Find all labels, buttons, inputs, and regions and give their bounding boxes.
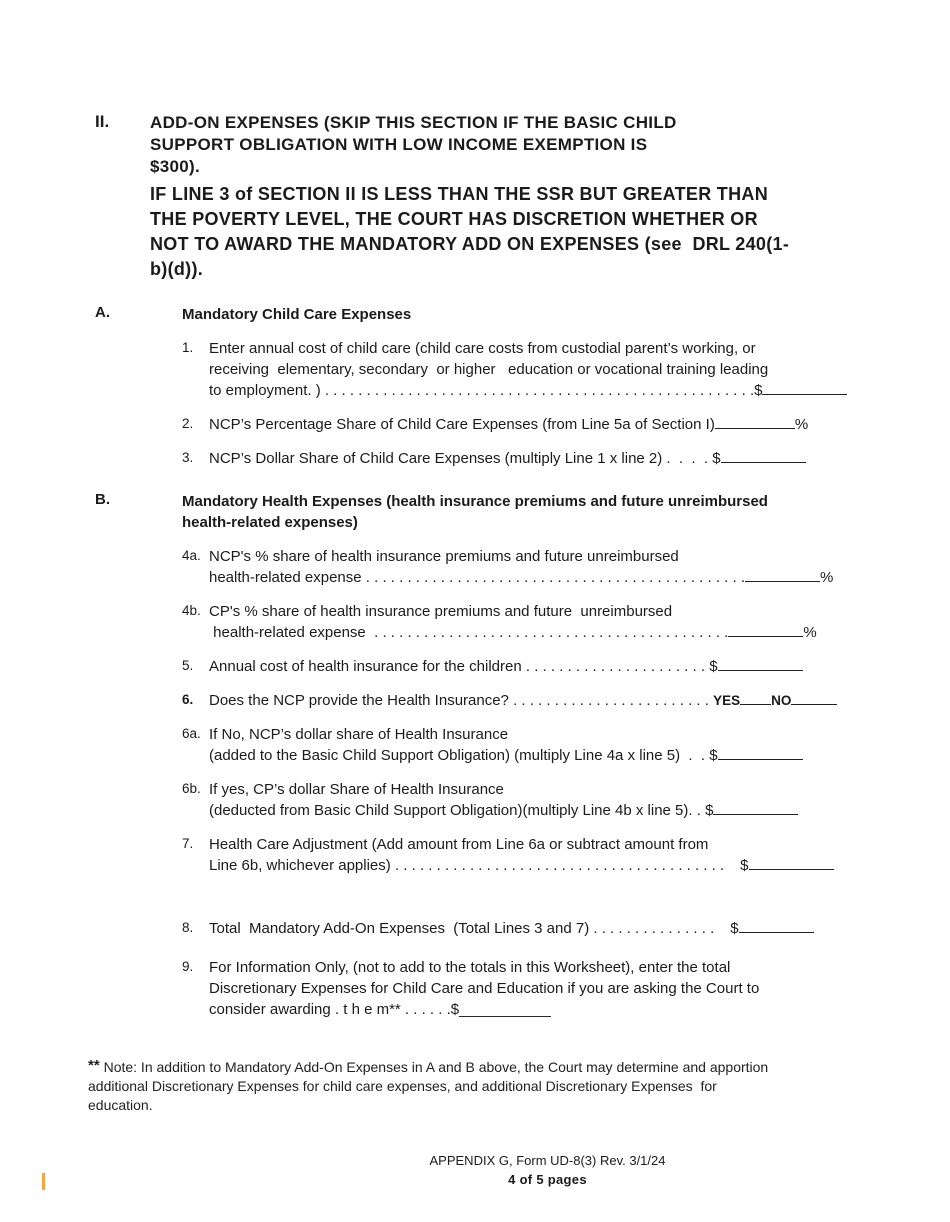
text-fragment: (added to the Basic Child Support Obligation) (multiply Line 4a x line 5) . . <box>209 747 706 764</box>
dollar-sign: $ <box>740 857 749 874</box>
item-2 <box>182 414 910 435</box>
heading-line: ADD-ON EXPENSES (SKIP THIS SECTION IF THE BASIC CHILD <box>150 113 677 132</box>
text-line: Mandatory Health Expenses (health insurance premiums and future unreimbursed <box>182 493 768 510</box>
fill-blank-dollar <box>721 449 806 463</box>
double-asterisk: ** <box>88 1057 100 1074</box>
dollar-sign: $ <box>709 658 718 675</box>
no-label: NO <box>771 693 792 708</box>
footnote <box>88 1056 910 1115</box>
text-line: For Information Only, (not to add to the totals in this Worksheet), enter the total <box>209 959 731 976</box>
text-fragment: Note: In addition to Mandatory Add-On Expenses in A and B above, the Court may determine and apportion <box>99 1059 769 1075</box>
section-a-header <box>95 304 910 325</box>
item-text <box>209 601 817 643</box>
item-5 <box>182 656 910 677</box>
item-text <box>209 448 806 469</box>
item-number: 6. <box>182 692 194 707</box>
text-line <box>209 656 803 677</box>
item-number: 7. <box>182 836 194 851</box>
text-fragment: health-related expense . . . . . . . . . . . . . . . . . . . . . . . . . . . . . . . . . . . . . . . . . . . . . . <box>209 569 746 586</box>
text-line: NCP's % share of health insurance premiums and future unreimbursed <box>209 548 679 565</box>
item-4a <box>182 546 910 588</box>
text-line: Health Care Adjustment (Add amount from Line 6a or subtract amount from <box>209 836 709 853</box>
text-line: Discretionary Expenses for Child Care and Education if you are asking the Court to <box>209 980 760 997</box>
item-number: 4b. <box>182 603 201 618</box>
fill-blank-percent <box>728 623 803 637</box>
text-line <box>209 855 834 876</box>
fill-blank-no <box>791 691 837 705</box>
percent-sign: % <box>820 569 834 586</box>
text-fragment: NCP’s Percentage Share of Child Care Expenses (from Line 5a of Section I) <box>209 416 715 433</box>
page-count: 4 of 5 pages <box>508 1172 587 1187</box>
text-fragment: to employment. ) . . . . . . . . . . . . . . . . . . . . . . . . . . . . . . . . . . . . . . . . . . . . . . . . . . . . <box>209 382 755 399</box>
fill-blank-dollar <box>713 801 798 815</box>
fill-blank-dollar <box>718 746 803 760</box>
heading-text <box>150 112 789 282</box>
item-number: 6b. <box>182 781 201 796</box>
item-text <box>209 957 759 1020</box>
form-identifier: APPENDIX G, Form UD-8(3) Rev. 3/1/24 <box>429 1153 666 1168</box>
item-text <box>209 724 803 766</box>
fill-blank-dollar <box>762 381 847 395</box>
item-number: 6a. <box>182 726 201 741</box>
section-a-title <box>182 304 411 325</box>
heading-line: IF LINE 3 of SECTION II IS LESS THAN THE SSR BUT GREATER THAN <box>150 184 768 204</box>
heading-line: NOT TO AWARD THE MANDATORY ADD ON EXPENSES (see DRL 240(1- <box>150 234 790 254</box>
text-line: CP's % share of health insurance premiums and future unreimbursed <box>209 603 673 620</box>
fill-blank-dollar <box>749 856 834 870</box>
item-text <box>209 834 834 876</box>
item-6 <box>182 690 910 711</box>
item-text <box>209 338 847 401</box>
item-number: 4a. <box>182 548 201 563</box>
text-line <box>209 622 817 643</box>
item-text <box>209 690 837 711</box>
item-number: 1. <box>182 340 194 355</box>
page-footer <box>95 1153 910 1187</box>
item-1 <box>182 338 910 401</box>
fill-blank-dollar <box>739 919 814 933</box>
item-text <box>209 656 803 677</box>
item-6a <box>182 724 910 766</box>
section-ii-heading <box>95 112 910 282</box>
item-6b <box>182 779 910 821</box>
fill-blank-dollar <box>718 657 803 671</box>
dollar-sign: $ <box>730 920 739 937</box>
heading-para2 <box>150 182 789 282</box>
item-number: 2. <box>182 416 194 431</box>
item-number: 3. <box>182 450 194 465</box>
item-number: 9. <box>182 959 194 974</box>
item-7 <box>182 834 910 876</box>
text-line: Enter annual cost of child care (child care costs from custodial parent’s working, or <box>209 340 756 357</box>
heading-line: b)(d)). <box>150 259 204 279</box>
yes-label: YES <box>713 693 741 708</box>
heading-line: $300). <box>150 157 201 176</box>
text-line <box>209 567 833 588</box>
heading-para1 <box>150 112 789 178</box>
text-line: health-related expenses) <box>182 514 358 531</box>
text-line <box>209 448 806 469</box>
text-line: consider awarding . t h e m** . . . . . .$___________ <box>209 1001 551 1018</box>
text-line <box>209 380 847 401</box>
item-8 <box>182 918 910 939</box>
dollar-sign: $ <box>705 802 714 819</box>
item-4b <box>182 601 910 643</box>
text-line <box>209 745 803 766</box>
text-line: additional Discretionary Expenses for child care expenses, and additional Discretionary Expenses for <box>88 1078 717 1094</box>
fill-blank-yes <box>740 691 771 705</box>
text-line <box>209 800 798 821</box>
text-fragment: (deducted from Basic Child Support Obligation)(multiply Line 4b x line 5). . <box>209 802 701 819</box>
fill-blank-percent <box>715 415 795 429</box>
item-text <box>209 779 798 821</box>
item-3 <box>182 448 910 469</box>
dollar-sign: $ <box>712 450 721 467</box>
text-line: Mandatory Child Care Expenses <box>182 306 412 323</box>
item-9 <box>182 957 910 1020</box>
heading-line: THE POVERTY LEVEL, THE COURT HAS DISCRETION WHETHER OR <box>150 209 758 229</box>
section-b-letter: B. <box>95 491 110 508</box>
text-line <box>209 690 837 711</box>
section-b-header <box>95 491 910 533</box>
item-text <box>209 414 808 435</box>
text-fragment: Does the NCP provide the Health Insurance? . . . . . . . . . . . . . . . . . . . . . . . . <box>209 692 714 709</box>
text-fragment: Line 6b, whichever applies) . . . . . . . . . . . . . . . . . . . . . . . . . . . . . . . . . . . . . . . . <box>209 857 725 874</box>
text-line <box>88 1056 910 1077</box>
percent-sign: % <box>794 416 809 433</box>
item-text <box>209 918 814 939</box>
text-fragment: NCP’s Dollar Share of Child Care Expenses (multiply Line 1 x line 2) . . . . <box>209 450 709 467</box>
item-number: 8. <box>182 920 194 935</box>
text-line: receiving elementary, secondary or higher education or vocational training leading <box>209 361 769 378</box>
dollar-sign: $ <box>709 747 718 764</box>
text-cursor-mark <box>42 1173 45 1190</box>
percent-sign: % <box>803 624 817 641</box>
text-fragment: Total Mandatory Add-On Expenses (Total Lines 3 and 7) . . . . . . . . . . . . . . . <box>209 920 715 937</box>
text-fragment: health-related expense . . . . . . . . . . . . . . . . . . . . . . . . . . . . . . . . . . . . . . . . . . . <box>209 624 729 641</box>
text-line <box>209 414 808 435</box>
text-line: education. <box>88 1097 153 1113</box>
section-a-letter: A. <box>95 304 110 321</box>
section-ii-number: II. <box>95 112 110 131</box>
heading-line: SUPPORT OBLIGATION WITH LOW INCOME EXEMPTION IS <box>150 135 648 154</box>
item-number: 5. <box>182 658 194 673</box>
text-fragment: Annual cost of health insurance for the children . . . . . . . . . . . . . . . . . . . . . . <box>209 658 706 675</box>
text-line <box>209 918 814 939</box>
section-b-title <box>182 491 768 533</box>
text-line: If yes, CP’s dollar Share of Health Insurance <box>209 781 504 798</box>
dollar-sign: $ <box>754 382 763 399</box>
fill-blank-percent <box>745 568 820 582</box>
item-text <box>209 546 833 588</box>
text-line: If No, NCP’s dollar share of Health Insurance <box>209 726 509 743</box>
